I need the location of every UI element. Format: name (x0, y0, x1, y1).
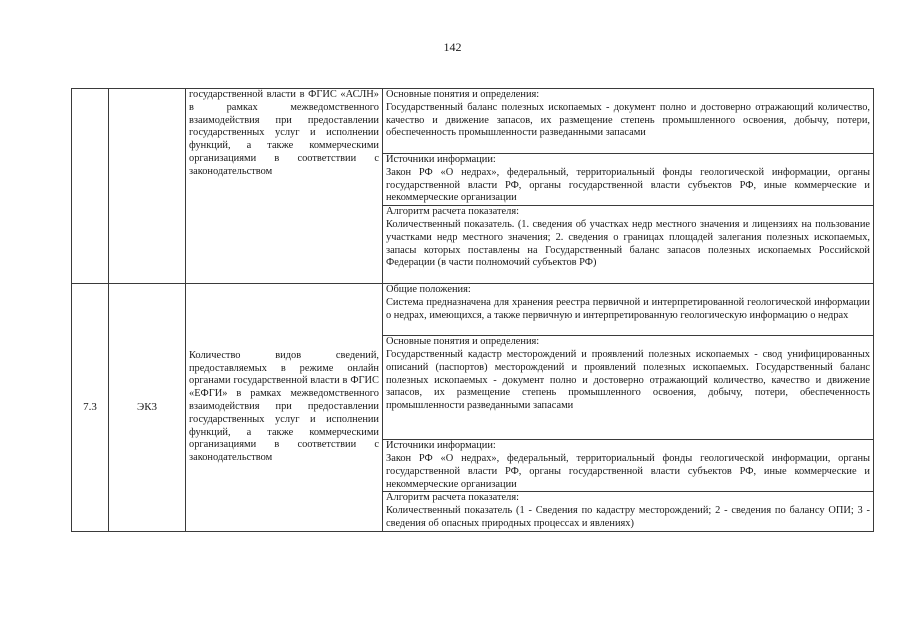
section-body: Количественный показатель (1 - Сведения по кадастру месторождений; 2 - сведения по балансу ОПИ; 3 - сведения об опасных природных процессах и явлениях) (386, 505, 870, 529)
section-heading: Основные понятия и определения: (386, 89, 540, 100)
section-body: Государственный баланс полезных ископаемых - документ полно и достоверно отражающий количество, качество и движение запасов, их размещение степень промышленного освоения, добычу, потери, обеспеченность промышленности разведанными запасами (386, 101, 870, 139)
section-cell (383, 492, 874, 531)
section-cell (383, 336, 874, 440)
section-body: Государственный кадастр месторождений и проявлений полезных ископаемых - свод унифицированных описаний (паспортов) месторождений и проявлений полезных ископаемых. Государственный баланс полезных ископаемых - документ полно и достоверно отражающий количество, качество и движение запасов, их размещение степень промышленного освоения, добычу, потери, обеспеченность промышленности разведанными запасами (386, 348, 870, 412)
row-description-cell (186, 284, 383, 532)
row-number-cell (72, 89, 109, 284)
section-cell (383, 440, 874, 492)
row-code-cell: ЭК3 (109, 284, 186, 532)
table-row (72, 89, 874, 154)
section-heading: Источники информации: (386, 440, 496, 452)
section-cell (383, 89, 874, 154)
row-description-text: Количество видов сведений, предоставляемых в режиме онлайн органами государственной власти в ФГИС «ЕФГИ» в рамках межведомственного взаимодействия при предоставлении государственных услуг и исполнении функций, а также коммерческими организациями в соответствии с законодательством (189, 349, 379, 464)
section-body: Закон РФ «О недрах», федеральный, территориальный фонды геологической информации, органы государственной власти РФ, органы государственной власти субъектов РФ, иные коммерческие и некоммерческие организации (386, 166, 870, 204)
section-body: Закон РФ «О недрах», федеральный, территориальный фонды геологической информации, органы государственной власти РФ, органы государственной власти субъектов РФ, иные коммерческие и некоммерческие организации (386, 452, 870, 490)
section-cell (383, 284, 874, 336)
section-cell (383, 154, 874, 206)
page-number: 142 (443, 40, 462, 54)
section-heading: Общие положения: (386, 284, 471, 296)
section-body: Система предназначена для хранения реестра первичной и интерпретированной геологической информации о недрах, имеющихся, а также первичную и интерпретированную геологическую информацию о недрах (386, 296, 870, 321)
table-row (72, 284, 874, 336)
section-heading: Основные понятия и определения: (386, 336, 540, 348)
row-code-cell (109, 89, 186, 284)
row-description-text: государственной власти в ФГИС «АСЛН» в рамках межведомственного взаимодействия при предоставлении государственных услуг и исполнении функций, а также коммерческими организациями в соответствии с законодательством (189, 89, 379, 177)
row-description-cell (186, 89, 383, 284)
section-heading: Источники информации: (386, 154, 496, 165)
section-heading: Алгоритм расчета показателя: (386, 206, 519, 218)
row-number-cell: 7.3 (72, 284, 109, 532)
section-heading: Алгоритм расчета показателя: (386, 492, 519, 504)
section-body: Количественный показатель. (1. сведения об участках недр местного значения и лицензиях на пользование участками недр местного значения; 2. сведения о границах площадей залегания полезных ископаемых, запасы которых поставлены на Государственный баланс запасов полезных ископаемых Российской Федерации (в части полномочий субъектов РФ) (386, 218, 870, 269)
indicator-table (71, 88, 874, 532)
section-cell (383, 206, 874, 284)
